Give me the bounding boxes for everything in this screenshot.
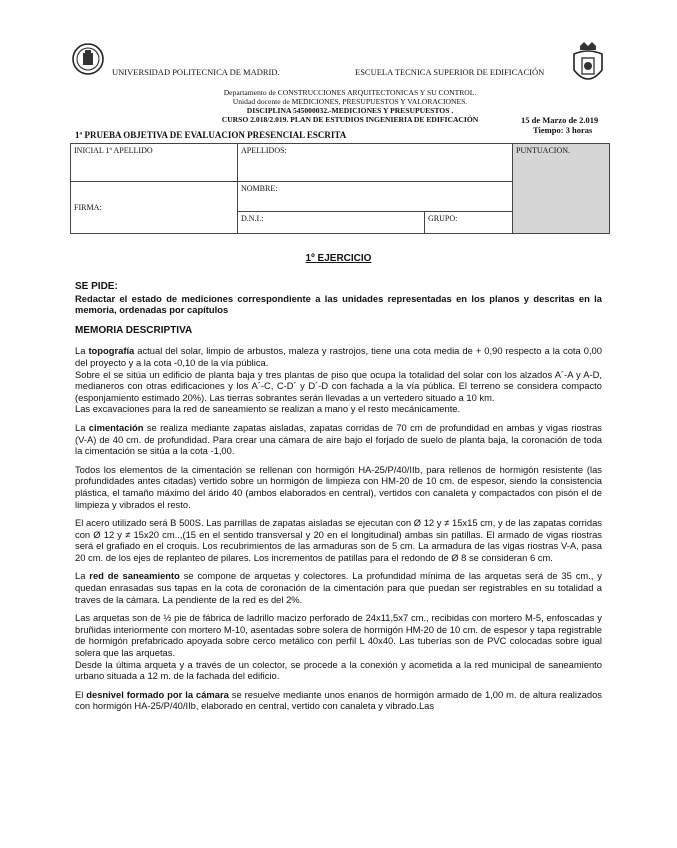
exercise-body [75, 280, 602, 719]
discipline-line: DISCIPLINA 545000032.-MEDICIONES Y PRESUPUESTOS . [246, 106, 454, 115]
topografia-paragraph [75, 345, 602, 415]
group-cell[interactable] [425, 212, 513, 234]
cimentacion-paragraph [75, 422, 602, 457]
text-run: se realiza mediante zapatas aisladas, zapatas corridas de 70 cm de profundidad en ambas y vigas riostras (V-A) de 40 cm. de profundidad. Para crear una cámara de aire bajo el forjado de suelo de planta baja, la coronación de toda la cimentación se sitúa a la cota -1,00. [75, 421, 602, 457]
term-desnivel: desnivel formado por la cámara [86, 688, 229, 700]
saneamiento-paragraph [75, 570, 602, 605]
text-run: Desde la última arqueta y a través de un colector, se procede a la conexión y acometida a la red municipal de saneamiento urbano situada a 12 m. de la fachada del edificio. [75, 658, 602, 682]
exercise-title: 1º EJERCICIO [305, 253, 372, 264]
text-run: actual del solar, limpio de arbustos, maleza y rastrojos, tiene una cota media de + 0,90 respecto a la cota 0,00 del proyecto y a la cota -0,10 de la vía pública. [75, 345, 602, 368]
exam-time: Tiempo: 3 horas [533, 125, 593, 135]
se-pide-heading: SE PIDE: [75, 281, 118, 292]
exam-date: 15 de Marzo de 2.019 [521, 115, 599, 125]
department-line: Departamento de CONSTRUCCIONES ARQUITECTONICAS Y SU CONTROL. [223, 88, 477, 97]
acero-paragraph: El acero utilizado será B 500S. Las parrillas de zapatas aisladas se ejecutan con Ø 12 y ≠ 15x15 cm, y de las zapatas corridas con Ø 12 y ≠ 15x20 cm..,(15 en el sentido transversal y 20 en el longitudinal) ambas sin patillas. El armado de vigas riostras será el grafiado en el croquis. Los recubrimientos de las armaduras son de 5 cm. La armadura de las vigas riostras V-A, pasa 20 cm. de los ejes de replanteo de pilares. Los incrementos de patillas para el redondo de Ø 8 se consideran 6 cm. [75, 517, 602, 563]
score-cell [513, 144, 610, 234]
surnames-cell[interactable] [238, 144, 513, 182]
text-run: El [75, 688, 87, 700]
memoria-heading: MEMORIA DESCRIPTIVA [75, 324, 193, 336]
term-topografia: topografía [88, 345, 135, 357]
text-run: se resuelve mediante unos enanos de hormigón armado de 1,00 m. de altura realizados con hormigón HA-25/P/40/IIb, elaborado en central, vertido con canaleta y vibrado.Las [75, 688, 602, 712]
term-saneamiento: red de saneamiento [89, 570, 180, 582]
term-cimentacion: cimentación [88, 421, 144, 433]
initial-cell[interactable] [71, 144, 238, 182]
school-name: ESCUELA TECNICA SUPERIOR DE EDIFICACIÓN [355, 67, 545, 77]
university-seal-logo [72, 43, 104, 75]
arquetas-paragraph [75, 612, 602, 682]
group-label: GRUPO: [428, 214, 458, 223]
text-run: La [75, 570, 90, 582]
signature-cell[interactable] [71, 182, 238, 234]
initial-label: INICIAL 1º APELLIDO [74, 146, 153, 155]
se-pide-text: Redactar el estado de mediciones correspondiente a las unidades representadas en los planos y descritas en la memoria, ordenadas por capítulos [75, 292, 602, 316]
dni-label: D.N.I.: [241, 214, 264, 223]
name-cell[interactable] [238, 182, 513, 212]
department-block [200, 88, 500, 124]
student-info-form [70, 143, 610, 234]
exam-title: 1ª PRUEBA OBJETIVA DE EVALUACION PRESENCIAL ESCRITA [75, 130, 347, 140]
name-label: NOMBRE: [241, 184, 278, 193]
relleno-paragraph: Todos los elementos de la cimentación se rellenan con hormigón HA-25/P/40/IIb, para rellenos de hormigón resistente (las profundidades antes citadas) vertido sobre un hormigón de limpieza con HM-20 de 10 cm. de espesor, siendo la consistencia plástica, el tamaño máximo del árido 40 (ambos elaborados en central), vertidos con canaleta y compactados con pisón el de limpieza y vibrados el resto. [75, 463, 602, 510]
desnivel-paragraph [75, 689, 602, 712]
text-run: se compone de arquetas y colectores. La profundidad mínima de las arquetas será de 35 cm., y quedan enrasadas sus tapas en la cota de coronación de la cimentación para que puedan ser registrables en su totalidad a traves de la cámara. La pendiente de la red es del 2%. [75, 570, 602, 605]
surnames-label: APELLIDOS: [241, 146, 287, 155]
dni-cell[interactable] [238, 212, 425, 234]
score-label: PUNTUACION. [516, 146, 570, 155]
signature-label: FIRMA: [74, 203, 102, 212]
course-line: CURSO 2.018/2.019. PLAN DE ESTUDIOS INGENIERIA DE EDIFICACIÓN [221, 115, 479, 124]
text-run: La [75, 345, 89, 357]
unit-line: Unidad docente de MEDICIONES, PRESUPUESTOS Y VALORACIONES. [232, 97, 468, 106]
text-run: Las excavaciones para la red de saneamiento se realizan a mano y el resto mecánicamente. [75, 403, 461, 415]
text-run: Las arquetas son de ½ pie de fábrica de ladrillo macizo perforado de 24x11,5x7 cm., recibidas con mortero M-5, enfoscadas y bruñidas interiormente con mortero M-10, asentadas sobre solera de hormigón HM-20 de 10 cm. de espesor y tapa registrable de hormigón prefabricado apoyada sobre cerco metálico con perfil L 40x40. Las tuberías son de PVC colocadas sobre igual solera que las arquetas. [75, 612, 602, 659]
university-name: UNIVERSIDAD POLITECNICA DE MADRID. [112, 67, 280, 77]
text-run: La [75, 421, 89, 433]
text-run: Sobre el se sitúa un edificio de planta baja y tres plantas de piso que ocupa la totalidad del solar con los alzados A´-A y A-D, medianeros con otras edificaciones y los A´-C, C-D´ y D´-D con fachada a la vía pública. El terreno se considera compacto (esponjamiento estimado 20%). Las tierras sobrantes serán llevadas a un vertedero situado a 10 km. [75, 368, 602, 403]
school-crest-logo [568, 40, 608, 90]
